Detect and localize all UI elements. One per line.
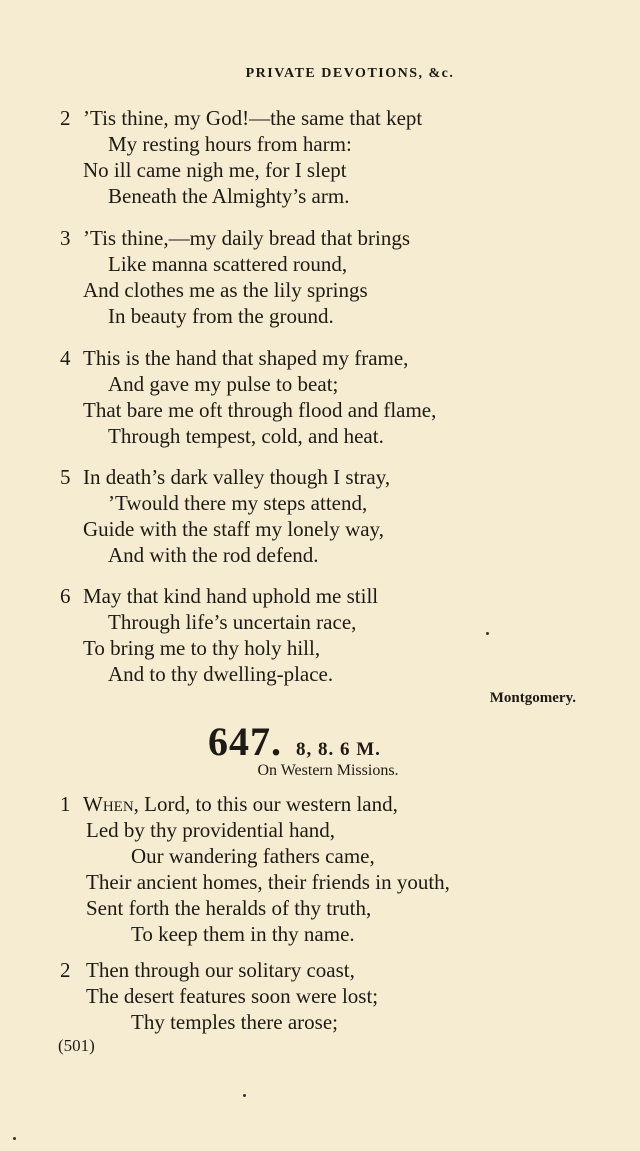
hymn-title: On Western Missions. [257,762,399,779]
paper-speck [13,1137,16,1140]
verse-line: May that kind hand uphold me still [83,584,379,608]
verse-number: 3 [60,226,71,250]
verse-number: 1 [60,792,71,816]
verse-line: To bring me to thy holy hill, [83,636,321,660]
verse-line: Beneath the Almighty’s arm. [108,184,350,208]
verse-line: To keep them in thy name. [131,922,355,946]
verse-line: That bare me oft through flood and flame, [83,398,437,422]
verse-line: Through tempest, cold, and heat. [108,424,384,448]
verse-line: Then through our solitary coast, [86,958,355,982]
verse-line: In beauty from the ground. [108,304,334,328]
verse-line: My resting hours from harm: [108,132,352,156]
verse-line: Our wandering fathers came, [131,844,375,868]
verse-line: The desert features soon were lost; [86,984,379,1008]
paper-speck [486,632,489,635]
hymn-number: 647. [208,719,282,764]
verse-line: ’Tis thine,—my daily bread that brings [83,226,411,250]
verse-number: 4 [60,346,71,370]
verse-line: ’Twould there my steps attend, [108,491,368,515]
verse-line: No ill came nigh me, for I slept [83,158,347,182]
verse-number: 2 [60,958,71,982]
hymn-heading [208,718,381,765]
page-number: (501) [58,1036,95,1055]
verse-line: And gave my pulse to beat; [108,372,339,396]
verse-number: 2 [60,106,71,130]
verse-line: Their ancient homes, their friends in youth, [86,870,450,894]
hymn-author: Montgomery. [489,690,576,706]
verse-line: In death’s dark valley though I stray, [83,465,391,489]
verse-first-word: When [83,792,134,816]
verse-line: And with the rod defend. [108,543,319,567]
verse-line: ’Tis thine, my God!—the same that kept [83,106,423,130]
verse-line: Led by thy providential hand, [86,818,336,842]
verse-number: 5 [60,465,71,489]
verse-number: 6 [60,584,71,608]
verse-line: Thy temples there arose; [131,1010,339,1034]
paper-speck [243,1094,246,1097]
verse-line: This is the hand that shaped my frame, [83,346,409,370]
verse-line: Guide with the staff my lonely way, [83,517,384,541]
verse-line: Like manna scattered round, [108,252,348,276]
running-header: PRIVATE DEVOTIONS, &c. [245,66,455,81]
verse-line-rest: , Lord, to this our western land, [133,792,398,816]
hymn-meter: 8, 8. 6 M. [296,739,381,760]
verse-line [83,794,398,815]
verse-line: And clothes me as the lily springs [83,278,368,302]
verse-line: Sent forth the heralds of thy truth, [86,896,372,920]
verse-line: And to thy dwelling-place. [108,662,334,686]
verse-line: Through life’s uncertain race, [108,610,357,634]
